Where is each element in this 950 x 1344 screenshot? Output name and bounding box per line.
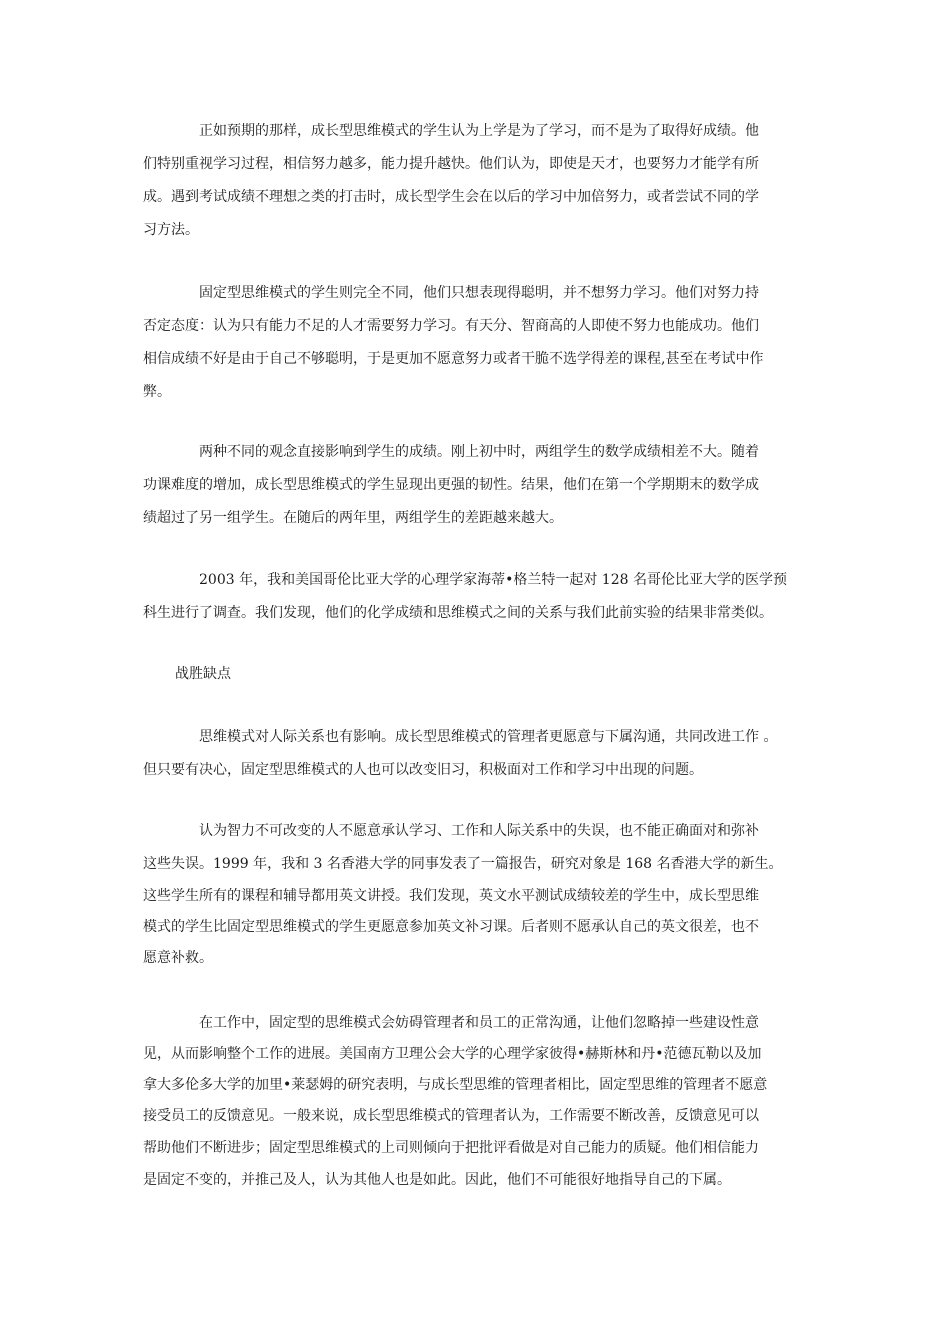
- paragraph-4-line-2: 科生进行了调查。我们发现，他们的化学成绩和思维模式之间的关系与我们此前实验的结果非常类似。: [143, 605, 773, 621]
- paragraph-1-line-1: 正如预期的那样，成长型思维模式的学生认为上学是为了学习，而不是为了取得好成绩。他: [199, 123, 759, 139]
- paragraph-7-line-5: 帮助他们不断进步；固定型思维模式的上司则倾向于把批评看做是对自己能力的质疑。他们相信能力: [143, 1140, 759, 1156]
- paragraph-7-line-1: 在工作中，固定型的思维模式会妨碍管理者和员工的正常沟通，让他们忽略掉一些建设性意: [199, 1015, 759, 1031]
- paragraph-1-line-4: 习方法。: [143, 222, 199, 238]
- paragraph-7-line-6: 是固定不变的，并推己及人，认为其他人也是如此。因此，他们不可能很好地指导自己的下属。: [143, 1172, 731, 1188]
- paragraph-2-line-3: 相信成绩不好是由于自己不够聪明，于是更加不愿意努力或者干脆不选学得差的课程,甚至在考试中作: [143, 351, 764, 367]
- paragraph-6-line-2: 这些失误。1999 年，我和 3 名香港大学的同事发表了一篇报告，研究对象是 168 名香港大学的新生。: [143, 856, 783, 872]
- paragraph-7-line-3: 拿大多伦多大学的加里•莱瑟姆的研究表明，与成长型思维的管理者相比，固定型思维的管理者不愿意: [143, 1077, 768, 1093]
- paragraph-2-line-4: 弊。: [143, 384, 171, 400]
- paragraph-6-line-5: 愿意补救。: [143, 950, 213, 966]
- paragraph-3-line-2: 功课难度的增加，成长型思维模式的学生显现出更强的韧性。结果，他们在第一个学期期末的数学成: [143, 477, 759, 493]
- paragraph-1-line-2: 们特别重视学习过程，相信努力越多，能力提升越快。他们认为，即使是天才，也要努力才能学有所: [143, 156, 759, 172]
- paragraph-5-line-1: 思维模式对人际关系也有影响。成长型思维模式的管理者更愿意与下属沟通，共同改进工作 。: [199, 729, 778, 745]
- paragraph-6-line-4: 模式的学生比固定型思维模式的学生更愿意参加英文补习课。后者则不愿承认自己的英文很差，也不: [143, 919, 759, 935]
- paragraph-6-line-3: 这些学生所有的课程和辅导都用英文讲授。我们发现，英文水平测试成绩较差的学生中，成长型思维: [143, 888, 759, 904]
- paragraph-1-line-3: 成。遇到考试成绩不理想之类的打击时，成长型学生会在以后的学习中加倍努力，或者尝试不同的学: [143, 189, 759, 205]
- paragraph-4-line-1: 2003 年，我和美国哥伦比亚大学的心理学家海蒂•格兰特一起对 128 名哥伦比亚大学的医学预: [199, 572, 787, 588]
- paragraph-5-line-2: 但只要有决心，固定型思维模式的人也可以改变旧习，积极面对工作和学习中出现的问题。: [143, 762, 703, 778]
- paragraph-3-line-3: 绩超过了另一组学生。在随后的两年里，两组学生的差距越来越大。: [143, 510, 563, 526]
- paragraph-2-line-2: 否定态度：认为只有能力不足的人才需要努力学习。有天分、智商高的人即使不努力也能成功。他们: [143, 318, 759, 334]
- paragraph-7-line-2: 见，从而影响整个工作的进展。美国南方卫理公会大学的心理学家彼得•赫斯林和丹•范德瓦勒以及加: [143, 1046, 762, 1062]
- paragraph-7-line-4: 接受员工的反馈意见。一般来说，成长型思维模式的管理者认为，工作需要不断改善，反馈意见可以: [143, 1108, 759, 1124]
- paragraph-2-line-1: 固定型思维模式的学生则完全不同，他们只想表现得聪明，并不想努力学习。他们对努力持: [199, 285, 759, 301]
- paragraph-3-line-1: 两种不同的观念直接影响到学生的成绩。刚上初中时，两组学生的数学成绩相差不大。随着: [199, 444, 759, 460]
- section-heading: 战胜缺点: [175, 666, 231, 682]
- paragraph-6-line-1: 认为智力不可改变的人不愿意承认学习、工作和人际关系中的失误，也不能正确面对和弥补: [199, 823, 759, 839]
